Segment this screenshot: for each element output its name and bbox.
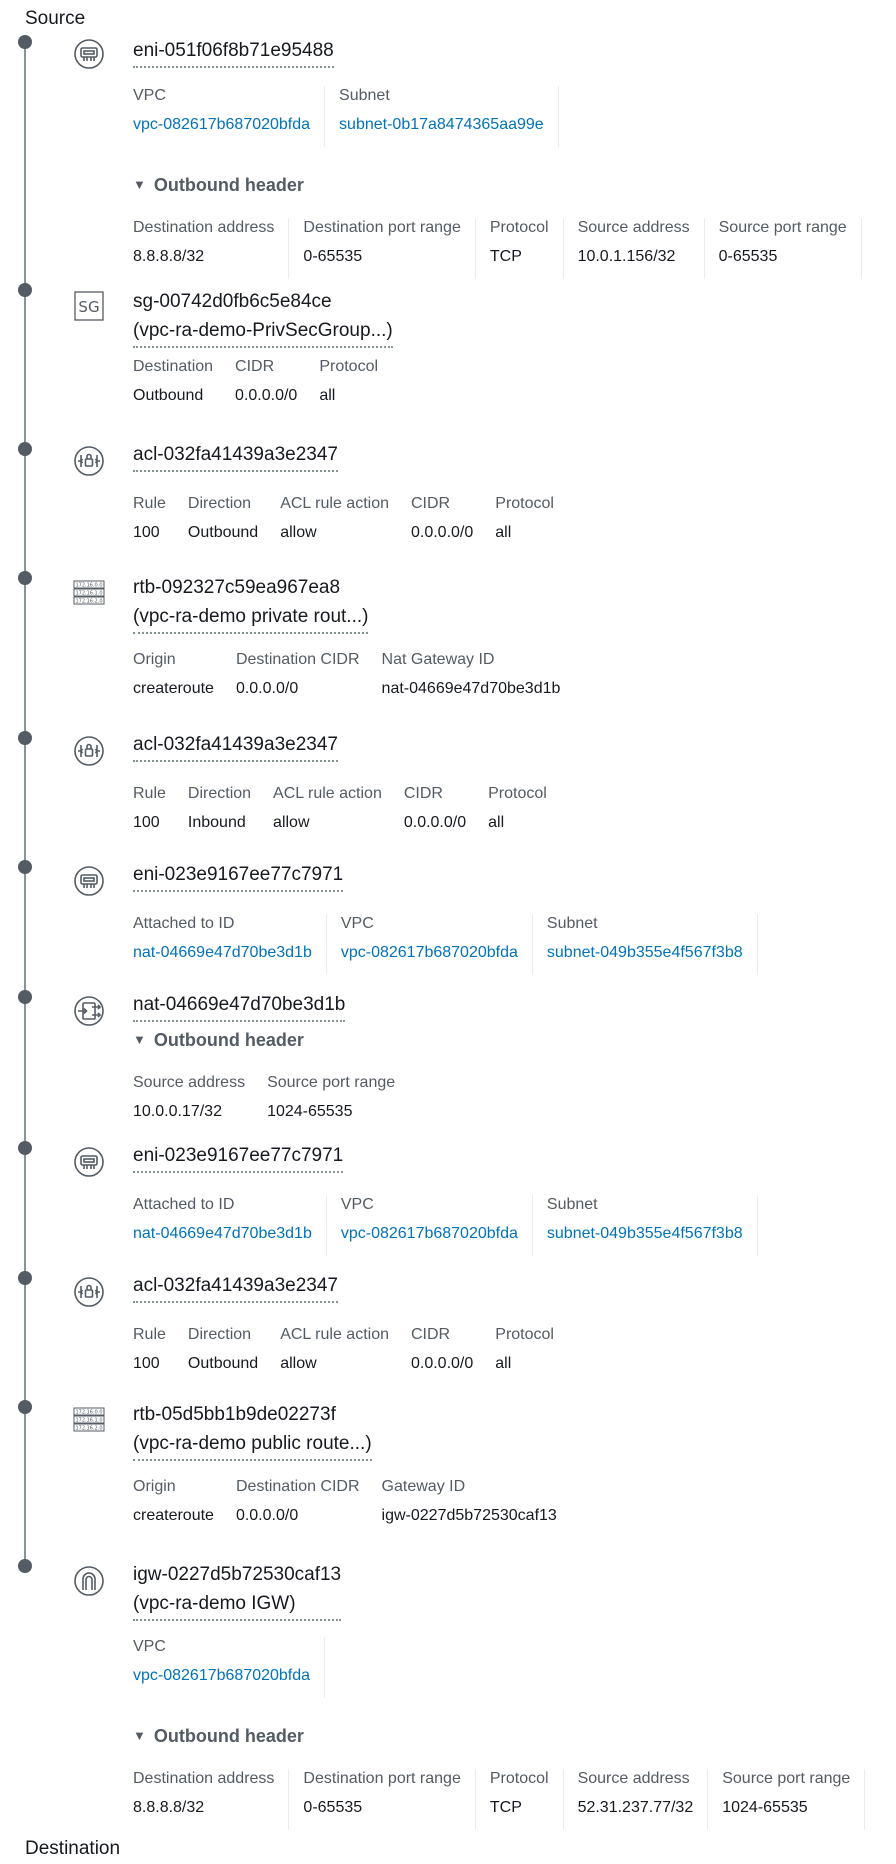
outbound-header-toggle[interactable] <box>133 175 304 196</box>
route-table-icon-line: 172.16.1.0 <box>75 1417 103 1424</box>
detail-value: all <box>495 524 512 541</box>
timeline-dot <box>18 571 32 585</box>
detail-label: CIDR <box>410 495 451 512</box>
header-field-value: 10.0.0.17/32 <box>133 1103 222 1120</box>
detail-label: VPC <box>133 87 166 104</box>
detail-value: Outbound <box>133 387 204 404</box>
detail-value: 0.0.0.0/0 <box>235 387 298 404</box>
detail-label: Origin <box>133 651 176 668</box>
detail-field <box>339 86 559 147</box>
header-field-value: TCP <box>489 248 522 265</box>
detail-field <box>133 1325 188 1374</box>
caret-down-icon: ▼ <box>133 1728 146 1743</box>
detail-value: 0.0.0.0/0 <box>235 1507 299 1524</box>
hop-title-line: nat-04669e47d70be3d1b <box>133 994 346 1015</box>
timeline-dot <box>18 731 32 745</box>
detail-label: ACL rule action <box>280 1326 389 1343</box>
timeline-dot <box>18 1400 32 1414</box>
detail-label: Destination CIDR <box>235 651 360 668</box>
detail-value: allow <box>280 1355 317 1372</box>
header-field-value: 8.8.8.8/32 <box>133 1799 205 1816</box>
detail-field <box>188 784 273 833</box>
hop-title-line: eni-051f06f8b71e95488 <box>133 40 334 61</box>
route-table-icon <box>73 578 105 610</box>
detail-value: 0.0.0.0/0 <box>403 814 467 831</box>
header-field-label: Protocol <box>489 219 549 236</box>
hop-resource-link[interactable] <box>133 1400 372 1461</box>
detail-field <box>547 914 758 975</box>
timeline-dot <box>18 1271 32 1285</box>
outbound-header-label: Outbound header <box>153 175 304 195</box>
hop-title-line: acl-032fa41439a3e2347 <box>133 444 338 465</box>
hop-details <box>133 1637 339 1698</box>
detail-value-link[interactable]: subnet-049b355e4f567f3b8 <box>546 944 743 961</box>
detail-field <box>133 914 327 975</box>
detail-value: 100 <box>133 524 160 541</box>
detail-value-link[interactable]: subnet-0b17a8474365aa99e <box>339 116 544 133</box>
header-field <box>722 1769 865 1830</box>
detail-field <box>404 784 488 833</box>
detail-label: Direction <box>187 495 252 512</box>
detail-field <box>273 784 404 833</box>
detail-value: createroute <box>133 1507 214 1524</box>
detail-field <box>133 494 188 543</box>
detail-label: CIDR <box>235 358 275 375</box>
detail-field <box>133 86 325 147</box>
detail-value-link[interactable]: vpc-082617b687020bfda <box>340 1225 518 1242</box>
detail-label: Origin <box>133 1478 176 1495</box>
detail-label: Subnet <box>339 87 390 104</box>
header-field-value: 0-65535 <box>718 248 778 265</box>
header-field <box>133 218 289 279</box>
timeline-dot <box>18 860 32 874</box>
outbound-header-fields <box>133 218 876 279</box>
detail-value: 100 <box>133 814 160 831</box>
hop-resource-link[interactable] <box>133 573 368 634</box>
detail-label: Destination CIDR <box>235 1478 360 1495</box>
hop-title-line: (vpc-ra-demo IGW) <box>133 1593 296 1614</box>
detail-label: Rule <box>133 495 166 512</box>
hop-title-line: acl-032fa41439a3e2347 <box>133 734 338 755</box>
network-acl-icon <box>73 1276 105 1308</box>
timeline-line <box>24 40 26 1562</box>
detail-field <box>411 1325 495 1374</box>
detail-field <box>341 1195 533 1256</box>
hop-details <box>133 86 573 147</box>
header-field-label: Source port range <box>267 1074 396 1091</box>
hop-details <box>133 1195 772 1256</box>
hop-title-line: acl-032fa41439a3e2347 <box>133 1275 338 1296</box>
detail-field <box>188 1325 280 1374</box>
detail-label: Destination <box>133 358 214 375</box>
detail-field <box>341 914 533 975</box>
header-field-value: 8.8.8.8/32 <box>133 248 205 265</box>
security-group-icon-text: SG <box>78 298 100 316</box>
network-acl-icon <box>73 735 105 767</box>
hop-resource-link[interactable] <box>133 860 343 892</box>
timeline-dot <box>18 283 32 297</box>
detail-value: nat-04669e47d70be3d1b <box>381 680 561 697</box>
detail-field <box>547 1195 758 1256</box>
hop-title-line: (vpc-ra-demo public route...) <box>133 1433 372 1454</box>
timeline-dot <box>18 442 32 456</box>
header-field <box>267 1073 417 1134</box>
detail-field <box>319 357 378 406</box>
detail-label: Subnet <box>546 1196 598 1213</box>
detail-label: VPC <box>133 1638 166 1655</box>
hop-resource-link[interactable] <box>133 1271 338 1303</box>
detail-field <box>133 1637 325 1698</box>
detail-label: Attached to ID <box>133 1196 235 1213</box>
outbound-header-fields <box>133 1769 879 1830</box>
outbound-header-label: Outbound header <box>153 1726 304 1746</box>
network-acl-icon <box>73 445 105 477</box>
hop-title-line: rtb-05d5bb1b9de02273f <box>133 1404 336 1425</box>
detail-value: 0.0.0.0/0 <box>235 680 299 697</box>
hop-title-line: sg-00742d0fb6c5e84ce <box>133 291 332 312</box>
hop-details <box>133 1477 557 1526</box>
detail-label: Rule <box>133 1326 166 1343</box>
detail-label: ACL rule action <box>280 495 389 512</box>
detail-field <box>411 494 495 543</box>
detail-field <box>133 357 235 406</box>
header-field-label: Source port range <box>718 219 847 236</box>
detail-label: Protocol <box>488 785 547 802</box>
hop-title-line: rtb-092327c59ea967ea8 <box>133 577 341 598</box>
caret-down-icon: ▼ <box>133 1032 146 1047</box>
detail-field <box>133 1477 236 1526</box>
header-field <box>303 218 475 279</box>
hop-title-line: eni-023e9167ee77c7971 <box>133 1145 344 1166</box>
header-field-label: Destination address <box>133 1770 275 1787</box>
timeline-dot <box>18 990 32 1004</box>
header-field <box>303 1769 475 1830</box>
hop-title-line: (vpc-ra-demo private rout...) <box>133 606 369 627</box>
detail-value: 0.0.0.0/0 <box>410 524 474 541</box>
header-field-value: 0-65535 <box>303 1799 363 1816</box>
header-field-value: TCP <box>489 1799 522 1816</box>
hop-details <box>133 650 560 699</box>
detail-field <box>280 494 411 543</box>
nat-gateway-icon <box>73 995 105 1027</box>
security-group-icon <box>73 290 105 322</box>
detail-label: Direction <box>187 1326 252 1343</box>
header-field <box>490 218 564 279</box>
header-field <box>578 1769 709 1830</box>
detail-value: all <box>495 1355 512 1372</box>
detail-label: Nat Gateway ID <box>381 651 495 668</box>
hop-resource-link[interactable] <box>133 1141 343 1173</box>
detail-value: Outbound <box>187 1355 259 1372</box>
detail-label: Protocol <box>495 495 554 512</box>
header-field-label: Destination address <box>133 219 275 236</box>
route-table-icon-line: 172.16.2.0 <box>75 1425 103 1432</box>
detail-label: CIDR <box>403 785 443 802</box>
detail-value-link[interactable]: subnet-049b355e4f567f3b8 <box>546 1225 743 1242</box>
header-field-value: 0-65535 <box>303 248 363 265</box>
header-field-value: 52.31.237.77/32 <box>577 1799 694 1816</box>
detail-value-link[interactable]: vpc-082617b687020bfda <box>340 944 518 961</box>
detail-field <box>235 357 319 406</box>
detail-value-link[interactable]: nat-04669e47d70be3d1b <box>133 944 312 961</box>
route-table-icon-line: 172.16.2.0 <box>75 598 103 605</box>
detail-field <box>382 1477 557 1526</box>
outbound-header-label: Outbound header <box>153 1030 304 1050</box>
network-interface-icon <box>73 865 105 897</box>
detail-value: 0.0.0.0/0 <box>410 1355 474 1372</box>
header-field-label: Source address <box>577 1770 690 1787</box>
detail-value: allow <box>273 814 310 831</box>
detail-value: createroute <box>133 680 214 697</box>
detail-label: CIDR <box>410 1326 451 1343</box>
detail-value: Outbound <box>187 524 259 541</box>
outbound-header-toggle[interactable] <box>133 1030 304 1051</box>
timeline-dot <box>18 1559 32 1573</box>
hop-resource-link[interactable] <box>133 440 338 472</box>
header-field-value: 1024-65535 <box>267 1103 353 1120</box>
network-interface-icon <box>73 1146 105 1178</box>
timeline-dot <box>18 35 32 49</box>
detail-value-link[interactable]: vpc-082617b687020bfda <box>133 1667 311 1684</box>
caret-down-icon: ▼ <box>133 177 146 192</box>
header-field <box>133 1073 267 1134</box>
header-field-label: Destination port range <box>303 219 461 236</box>
detail-value: igw-0227d5b72530caf13 <box>381 1507 557 1524</box>
header-field-label: Destination port range <box>303 1770 461 1787</box>
hop-details <box>133 494 554 543</box>
detail-field <box>188 494 280 543</box>
header-field-label: Source address <box>577 219 690 236</box>
detail-label: Protocol <box>319 358 379 375</box>
hop-details <box>133 784 547 833</box>
detail-field <box>236 1477 382 1526</box>
hop-resource-link[interactable] <box>133 287 393 348</box>
timeline-dot <box>18 1141 32 1155</box>
detail-label: Attached to ID <box>133 915 235 932</box>
detail-field <box>495 1325 554 1374</box>
hop-details <box>133 1325 554 1374</box>
detail-label: ACL rule action <box>273 785 382 802</box>
detail-label: Subnet <box>546 915 598 932</box>
internet-gateway-icon <box>73 1565 105 1597</box>
hop-title-line: (vpc-ra-demo-PrivSecGroup...) <box>133 320 393 341</box>
detail-field <box>133 650 236 699</box>
header-field-label: Protocol <box>489 1770 549 1787</box>
header-field <box>578 218 705 279</box>
detail-field <box>495 494 554 543</box>
detail-value-link[interactable]: nat-04669e47d70be3d1b <box>133 1225 312 1242</box>
detail-value: 100 <box>133 1355 160 1372</box>
hop-details <box>133 357 378 406</box>
detail-label: Rule <box>133 785 166 802</box>
detail-value: Inbound <box>187 814 246 831</box>
hop-resource-link[interactable] <box>133 1560 341 1621</box>
detail-label: VPC <box>340 1196 374 1213</box>
destination-label: Destination <box>25 1838 121 1859</box>
header-field-label: Source port range <box>722 1770 851 1787</box>
hop-title-line: igw-0227d5b72530caf13 <box>133 1564 342 1585</box>
hop-resource-link[interactable] <box>133 730 338 762</box>
header-field-value: 1024-65535 <box>722 1799 808 1816</box>
header-field-value: 10.0.1.156/32 <box>577 248 676 265</box>
hop-resource-link[interactable] <box>133 36 334 68</box>
header-field-label: Source address <box>133 1074 246 1091</box>
route-table-icon-line: 172.16.0.0 <box>75 582 103 589</box>
header-field <box>133 1769 289 1830</box>
detail-label: Direction <box>187 785 252 802</box>
detail-value-link[interactable]: vpc-082617b687020bfda <box>133 116 311 133</box>
outbound-header-fields <box>133 1073 417 1134</box>
detail-field <box>133 1195 327 1256</box>
detail-value: all <box>488 814 505 831</box>
detail-field <box>382 650 561 699</box>
hop-title-line: eni-023e9167ee77c7971 <box>133 864 344 885</box>
detail-label: Protocol <box>495 1326 554 1343</box>
header-field <box>719 218 862 279</box>
source-label: Source <box>25 8 86 29</box>
detail-field <box>236 650 382 699</box>
network-interface-icon <box>73 38 105 70</box>
route-table-icon-line: 172.16.0.0 <box>75 1409 103 1416</box>
detail-label: Gateway ID <box>381 1478 466 1495</box>
header-field <box>490 1769 564 1830</box>
detail-field <box>488 784 547 833</box>
outbound-header-toggle[interactable] <box>133 1726 304 1747</box>
hop-resource-link[interactable] <box>133 990 345 1022</box>
detail-value: allow <box>280 524 317 541</box>
detail-field <box>280 1325 411 1374</box>
detail-field <box>133 784 188 833</box>
detail-label: VPC <box>340 915 374 932</box>
route-table-icon-line: 172.16.1.0 <box>75 590 103 597</box>
detail-value: all <box>319 387 336 404</box>
route-table-icon <box>73 1405 105 1437</box>
hop-details <box>133 914 772 975</box>
